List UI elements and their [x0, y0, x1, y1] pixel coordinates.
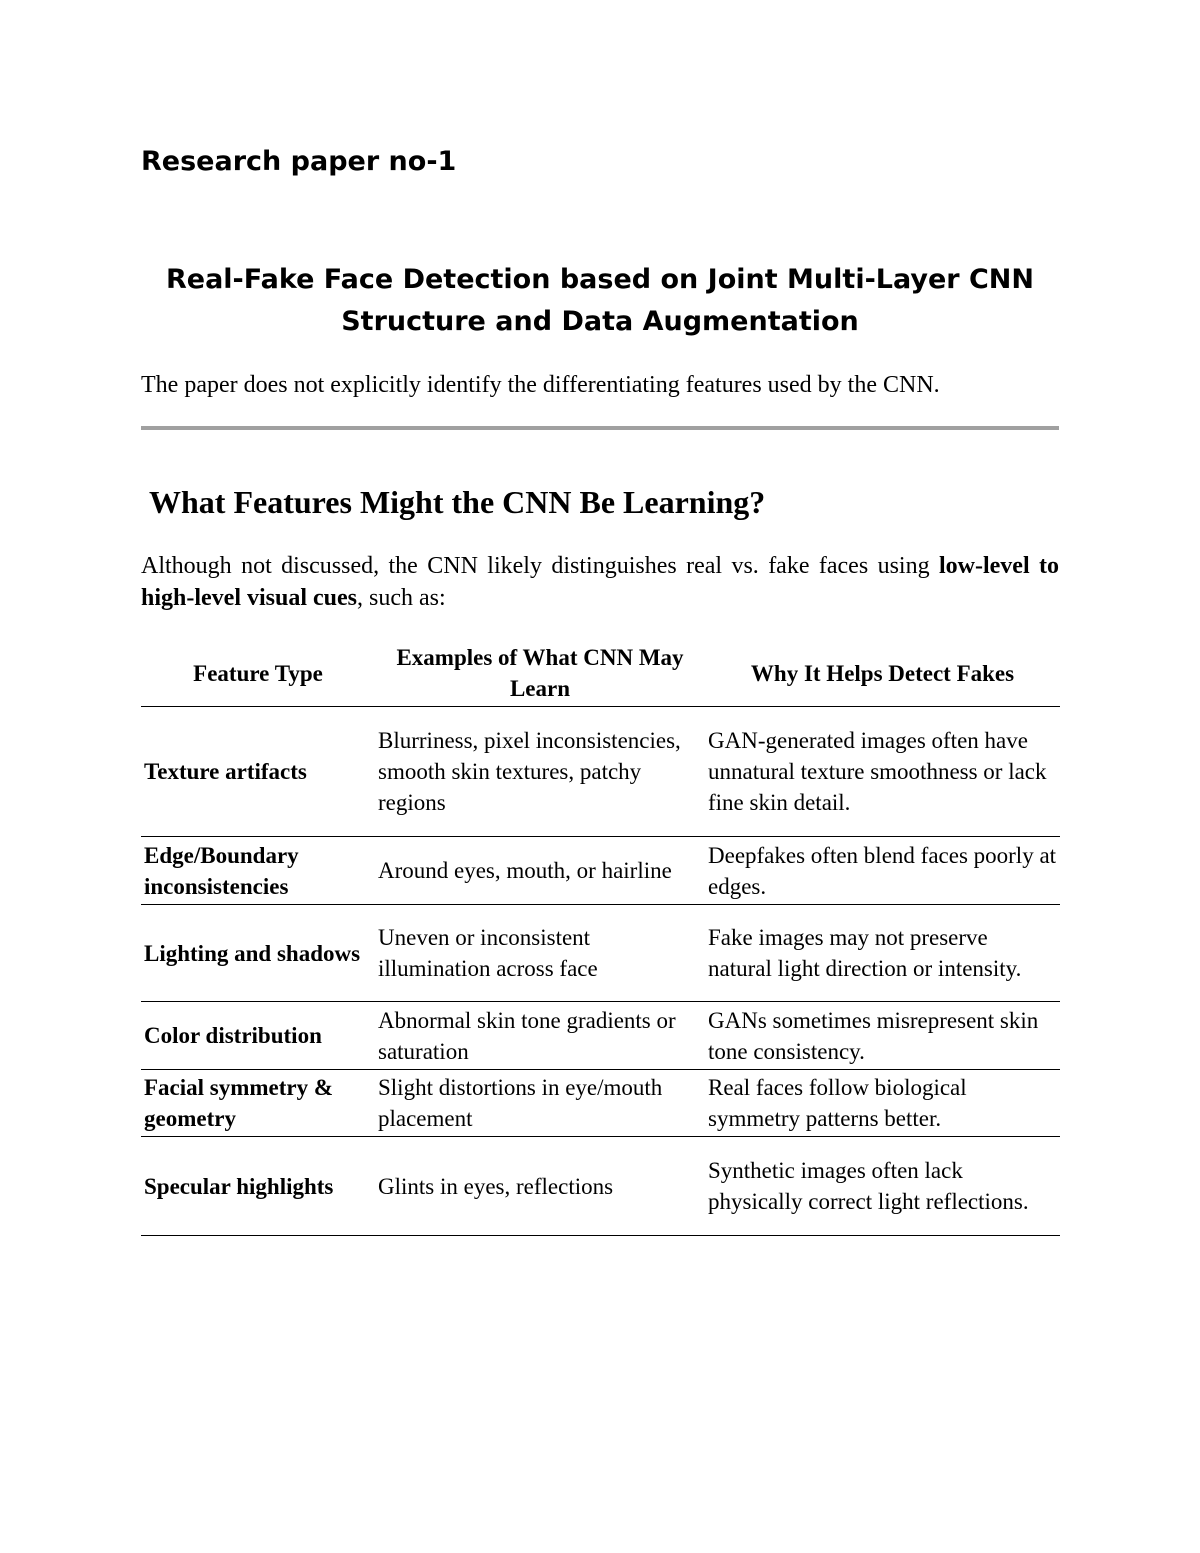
reason-cell: Fake images may not preserve natural light direction or intensity.: [705, 905, 1060, 1002]
header-examples: Examples of What CNN May Learn: [375, 640, 705, 707]
features-table: [141, 640, 1060, 1236]
feature-type-cell: Edge/Boundary inconsistencies: [141, 837, 375, 905]
reason-cell: Real faces follow biological symmetry patterns better.: [705, 1070, 1060, 1137]
header-why-helps: Why It Helps Detect Fakes: [705, 640, 1060, 707]
examples-cell: Around eyes, mouth, or hairline: [375, 837, 705, 905]
paper-title-line-2: Structure and Data Augmentation: [341, 306, 859, 337]
paper-label: Research paper no-1: [141, 146, 457, 177]
lead-paragraph: [141, 550, 1059, 614]
feature-type-cell: Texture artifacts: [141, 707, 375, 837]
paper-title: [141, 259, 1059, 343]
table-row: [141, 1002, 1060, 1070]
lead-text-end: , such as:: [357, 585, 446, 611]
examples-cell: Uneven or inconsistent illumination across face: [375, 905, 705, 1002]
feature-type-cell: Specular highlights: [141, 1137, 375, 1236]
section-heading: What Features Might the CNN Be Learning?: [149, 484, 766, 520]
feature-type-cell: Color distribution: [141, 1002, 375, 1070]
reason-cell: Synthetic images often lack physically correct light reflections.: [705, 1137, 1060, 1236]
examples-cell: Abnormal skin tone gradients or saturation: [375, 1002, 705, 1070]
lead-text-bold: low-level to high-level visual cues: [141, 553, 1060, 611]
table-header-row: [141, 640, 1060, 707]
reason-cell: GANs sometimes misrepresent skin tone consistency.: [705, 1002, 1060, 1070]
paper-title-line-1: Real-Fake Face Detection based on Joint Multi-Layer CNN: [165, 264, 1035, 295]
reason-cell: Deepfakes often blend faces poorly at edges.: [705, 837, 1060, 905]
examples-cell: Slight distortions in eye/mouth placement: [375, 1070, 705, 1137]
feature-type-cell: Lighting and shadows: [141, 905, 375, 1002]
lead-text-start: Although not discussed, the CNN likely distinguishes real vs. fake faces using: [141, 553, 939, 579]
reason-cell: GAN-generated images often have unnatural texture smoothness or lack fine skin detail.: [705, 707, 1060, 837]
table-row: [141, 905, 1060, 1002]
table-row: [141, 1070, 1060, 1137]
table-row: [141, 707, 1060, 837]
horizontal-divider: [141, 426, 1059, 430]
header-feature-type: Feature Type: [141, 640, 375, 707]
examples-cell: Blurriness, pixel inconsistencies, smooth skin textures, patchy regions: [375, 707, 705, 837]
examples-cell: Glints in eyes, reflections: [375, 1137, 705, 1236]
intro-paragraph: The paper does not explicitly identify the differentiating features used by the CNN.: [141, 372, 940, 398]
table-row: [141, 837, 1060, 905]
feature-type-cell: Facial symmetry & geometry: [141, 1070, 375, 1137]
table-row: [141, 1137, 1060, 1236]
